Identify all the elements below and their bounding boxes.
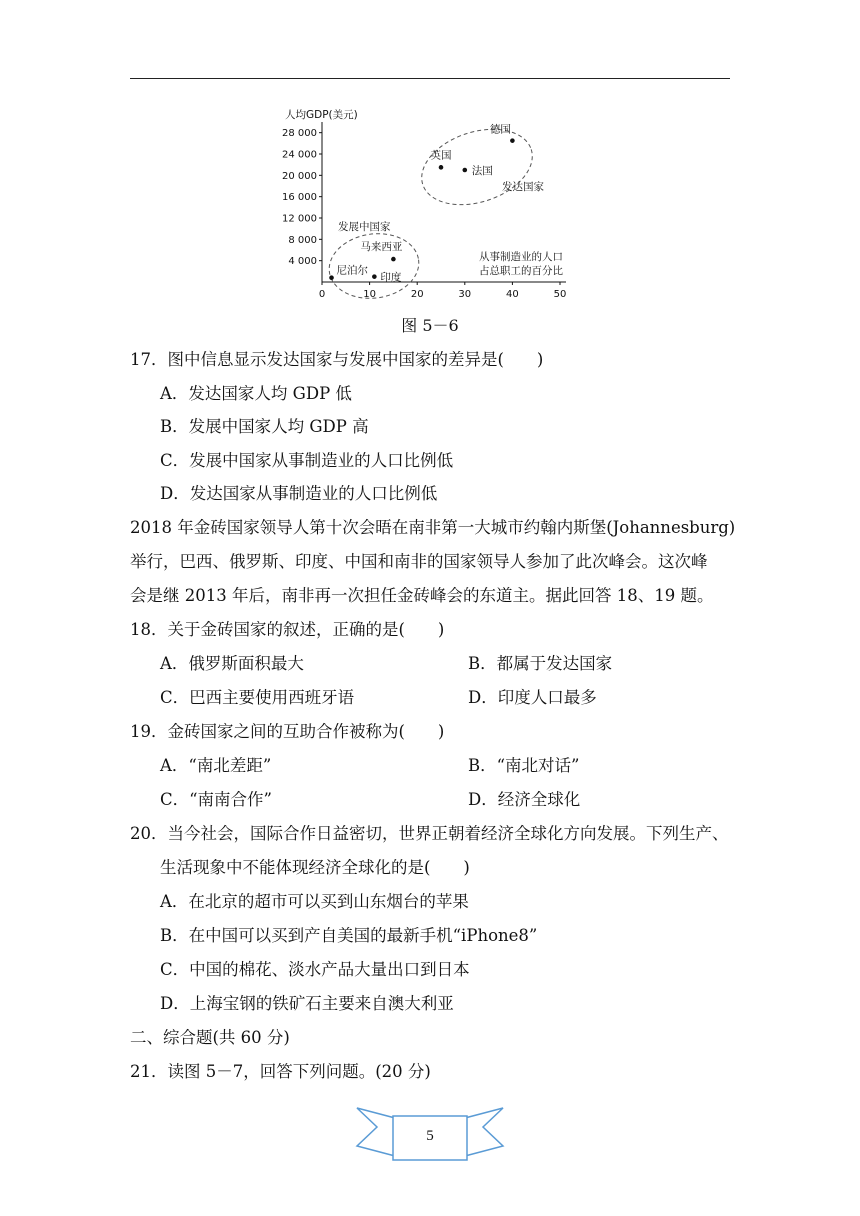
passage-line-2: 举行，巴西、俄罗斯、印度、中国和南非的国家领导人参加了此次峰会。这次峰	[130, 552, 708, 571]
y-tick-label: 8 000	[288, 234, 317, 246]
data-point	[510, 138, 515, 143]
data-point	[391, 257, 396, 262]
x-axis-label-line2: 占总职工的百分比	[479, 265, 563, 277]
q17-option-d: D．发达国家从事制造业的人口比例低	[160, 484, 438, 503]
point-label: 德国	[489, 123, 511, 136]
q17-option-a: A．发达国家人均 GDP 低	[160, 384, 352, 403]
q21-stem: 21．读图 5－7，回答下列问题。(20 分)	[130, 1062, 431, 1081]
x-tick-label: 50	[553, 289, 567, 300]
x-tick-label: 10	[363, 289, 376, 300]
data-point	[439, 165, 444, 170]
q18-option-a: A．俄罗斯面积最大	[160, 654, 304, 673]
q19-option-a: A．“南北差距”	[160, 756, 272, 775]
point-label: 印度	[380, 271, 402, 284]
q18-option-c: C．巴西主要使用西班牙语	[160, 688, 355, 707]
passage-line-1: 2018 年金砖国家领导人第十次会晤在南非第一大城市约翰内斯堡(Johannesburg)	[130, 518, 736, 537]
q18-option-d: D．印度人口最多	[468, 688, 597, 707]
x-tick-label: 40	[506, 289, 519, 300]
y-tick-label: 24 000	[282, 149, 317, 161]
q20-stem-line2: 生活现象中不能体现经济全球化的是( )	[160, 858, 470, 877]
x-tick-label: 20	[410, 289, 424, 300]
data-point	[372, 274, 377, 279]
q18-option-b: B．都属于发达国家	[468, 654, 613, 673]
q20-option-c: C．中国的棉花、淡水产品大量出口到日本	[160, 960, 470, 979]
q19-option-b: B．“南北对话”	[468, 756, 580, 775]
q20-option-b: B．在中国可以买到产自美国的最新手机“iPhone8”	[160, 926, 538, 945]
q19-option-c: C．“南南合作”	[160, 790, 272, 809]
q19-stem: 19．金砖国家之间的互助合作被称为( )	[130, 722, 445, 741]
x-tick-label: 30	[458, 289, 472, 300]
q17-option-c: C．发展中国家从事制造业的人口比例低	[160, 451, 454, 470]
q20-option-a: A．在北京的超市可以买到山东烟台的苹果	[160, 892, 469, 911]
point-label: 英国	[430, 149, 452, 162]
figure-caption: 图 5－6	[401, 316, 459, 335]
y-tick-label: 16 000	[282, 192, 317, 204]
group-label-developed: 发达国家	[502, 181, 544, 193]
y-tick-label: 12 000	[282, 213, 317, 225]
point-label: 法国	[471, 165, 493, 177]
q20-option-d: D．上海宝钢的铁矿石主要来自澳大利亚	[160, 994, 454, 1013]
passage-line-3: 会是继 2013 年后，南非再一次担任金砖峰会的东道主。据此回答 18、19 题。	[130, 586, 714, 605]
point-label: 尼泊尔	[336, 264, 369, 277]
y-tick-label: 20 000	[282, 170, 317, 182]
scatter-chart	[280, 100, 580, 310]
q18-stem: 18．关于金砖国家的叙述，正确的是( )	[130, 620, 445, 639]
q20-stem-line1: 20．当今社会，国际合作日益密切，世界正朝着经济全球化方向发展。下列生产、	[130, 824, 729, 843]
y-axis-label: 人均GDP(美元)	[285, 109, 358, 121]
x-axis-label-line1: 从事制造业的人口	[479, 251, 563, 263]
y-tick-label: 4 000	[288, 256, 317, 268]
q17-stem: 17．图中信息显示发达国家与发展中国家的差异是( )	[130, 350, 544, 369]
q17-option-b: B．发展中国家人均 GDP 高	[160, 417, 369, 436]
point-label: 马来西亚	[360, 241, 403, 254]
page-number: 5	[426, 1128, 434, 1144]
data-point	[463, 168, 468, 173]
section-2-heading: 二、综合题(共 60 分)	[130, 1028, 290, 1047]
x-tick-label: 0	[318, 289, 326, 300]
data-point	[329, 275, 334, 280]
header-rule	[130, 78, 730, 79]
y-tick-label: 28 000	[282, 128, 317, 140]
q19-option-d: D．经济全球化	[468, 790, 581, 809]
group-label-developing: 发展中国家	[338, 221, 391, 233]
